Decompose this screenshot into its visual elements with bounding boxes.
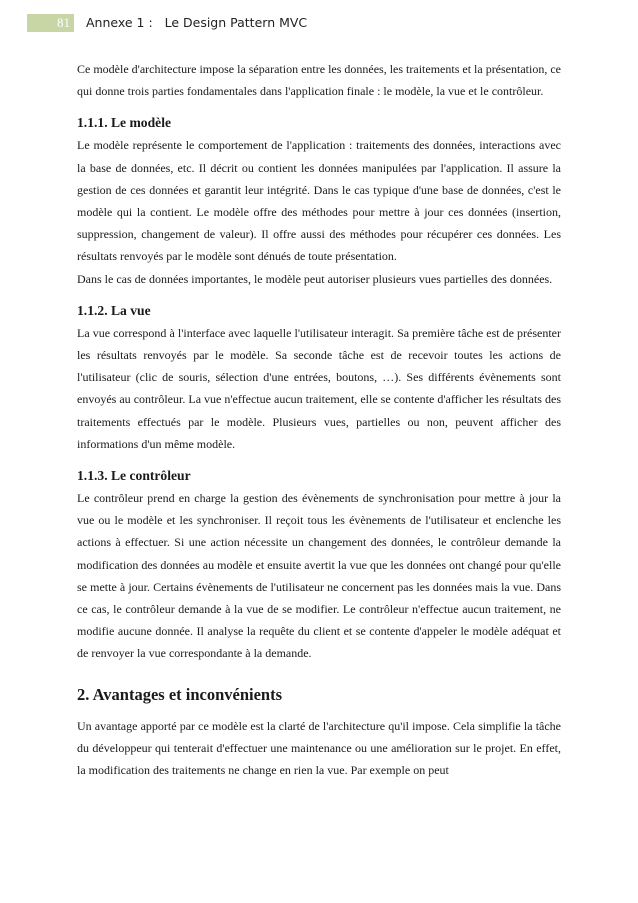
- chapter-heading-avantages: 2. Avantages et inconvénients: [77, 684, 283, 704]
- running-title: Annexe 1 : Le Design Pattern MVC: [86, 15, 308, 30]
- section-heading-vue: 1.1.2. La vue: [77, 302, 151, 318]
- paragraph-vue: La vue correspond à l'interface avec laquelle l'utilisateur interagit. Sa première tâche est de présenter les résultats renvoyés par le modèle. Sa seconde tâche est de recevoir toutes les actions de l'utilisateur (clic de souris, sélection d'une entrées, boutons, …). Ses différents évènements sont envoyés au contrôleur. La vue n'effectue aucun traitement, elle se contente d'afficher les résultats des traitements effectués par le modèle. Plusieurs vues, partielles ou non, peuvent afficher des informations d'un même modèle.: [77, 325, 561, 451]
- paragraph-modele-1: Le modèle représente le comportement de l'application : traitements des données, interactions avec la base de données, etc. Il décrit ou contient les données manipulées par l'application. Il assure la gestion de ces données et garantit leur intégrité. Dans le cas typique d'une base de données, c'est le modèle qui la contient. Le modèle offre des méthodes pour mettre à jour ces données (insertion, suppression, changement de valeur). Il offre aussi des méthodes pour récupérer ces données. Les résultats renvoyés par le modèle sont dénués de toute présentation.: [77, 138, 561, 264]
- paragraph-controleur: Le contrôleur prend en charge la gestion des évènements de synchronisation pour mettre à jour la vue ou le modèle et les synchroniser. Il reçoit tous les évènements de l'utilisateur et enclenche les actions à effectuer. Si une action nécessite un changement des données, le contrôleur demande la modification des données au modèle et ensuite avertit la vue que les données ont changé pour qu'elle se mette à jour. Certains évènements de l'utilisateur ne concernent pas les données mais la vue. Dans ce cas, le contrôleur demande à la vue de se modifier. Le contrôleur n'effectue aucun traitement, ne modifie aucune donnée. Il analyse la requête du client et se contente d'appeler le modèle adéquat et de renvoyer la vue correspondante à la demande.: [77, 491, 561, 661]
- paragraph-avantages: Un avantage apporté par ce modèle est la clarté de l'architecture qu'il impose. Cela simplifie la tâche du développeur qui tenterait d'effectuer une maintenance ou une amélioration sur le projet. En effet, la modification des traitements ne change en rien la vue. Par exemple on peut: [77, 718, 561, 778]
- paragraph-modele-2: Dans le cas de données importantes, le modèle peut autoriser plusieurs vues partielles des données.: [77, 271, 553, 286]
- page-content: [77, 58, 561, 781]
- page-header: [27, 14, 307, 38]
- intro-paragraph: Ce modèle d'architecture impose la séparation entre les données, les traitements et la présentation, ce qui donne trois parties fondamentales dans l'application finale : le modèle, la vue et le contrôleur.: [77, 62, 561, 99]
- section-heading-modele: 1.1.1. Le modèle: [77, 115, 172, 131]
- section-heading-controleur: 1.1.3. Le contrôleur: [77, 468, 191, 484]
- page-number: 81: [27, 14, 74, 32]
